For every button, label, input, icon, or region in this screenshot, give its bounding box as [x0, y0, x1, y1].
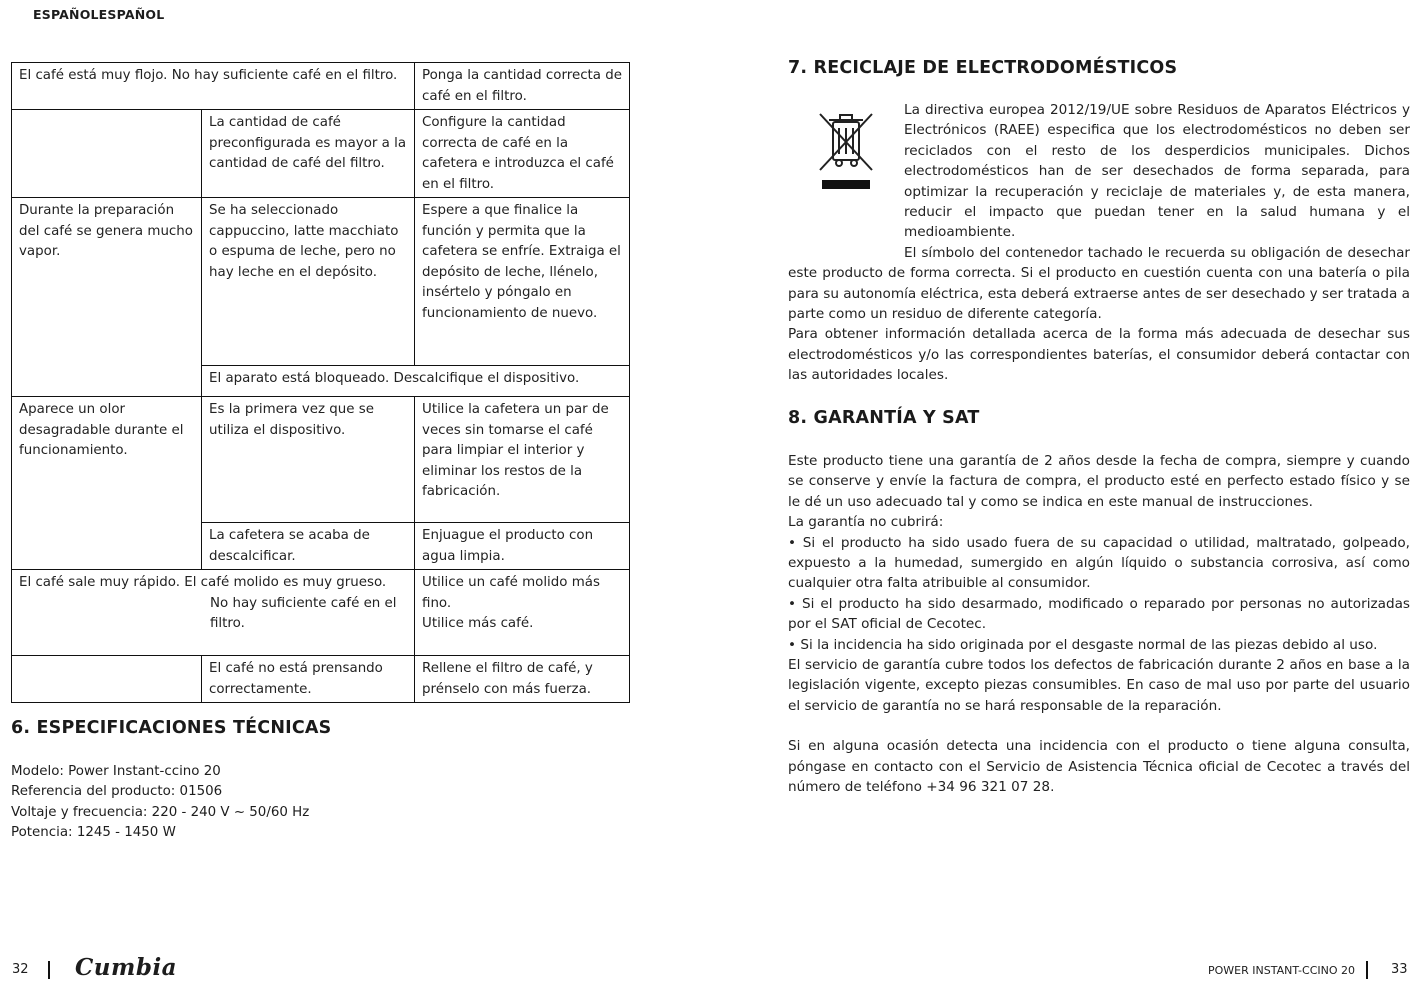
solution-cell: Configure la cantidad correcta de café en la cafetera e introduzca el café en el filtro. [415, 110, 630, 198]
problem-cell: Aparece un olor desagradable durante el funcionamiento. [12, 397, 202, 570]
table-cell [12, 63, 415, 110]
page-number-left: 32 [12, 962, 29, 977]
recycling-paragraph: Para obtener información detallada acerca de la forma más adecuada de desechar sus electrodomésticos y/o las correspondientes baterías, el consumidor deberá contactar con las autoridades locales. [788, 326, 1410, 384]
solution-cell [415, 570, 630, 656]
problem-text: El café está muy flojo. [19, 68, 168, 83]
cause-cell: La cafetera se acaba de descalcificar. [202, 523, 415, 570]
solution-text: Descalcifique el dispositivo. [393, 371, 580, 386]
cause-cell: La cantidad de café preconfigurada es mayor a la cantidad de café del filtro. [202, 110, 415, 198]
spec-line: Referencia del producto: 01506 [11, 784, 223, 800]
troubleshooting-table [11, 62, 630, 703]
warranty-title: 8. GARANTÍA Y SAT [788, 408, 980, 428]
warranty-paragraph: Este producto tiene una garantía de 2 años desde la fecha de compra, siempre y cuando se conserve y envíe la factura de compra, el producto esté en perfecto estado físico y se le dé un uso adecuado tal y como se indica en este manual de instrucciones. [788, 453, 1410, 510]
spec-line: Modelo: Power Instant-ccino 20 [11, 764, 221, 779]
solution-cell: Utilice la cafetera un par de veces sin tomarse el café para limpiar el interior y eliminar los restos de la fabricación. [415, 397, 630, 523]
specs-title: 6. ESPECIFICACIONES TÉCNICAS [11, 718, 332, 738]
page-number-right: 33 [1391, 962, 1408, 977]
table-row [12, 570, 630, 656]
warranty-bullet: • Si el producto ha sido desarmado, modificado o reparado por personas no autorizadas por el SAT oficial de Cecotec. [788, 595, 1410, 633]
table-row [12, 397, 630, 523]
problem-cell: Durante la preparación del café se genera mucho vapor. [12, 198, 202, 397]
solution-cell: Ponga la cantidad correcta de café en el filtro. [415, 63, 630, 110]
warranty-bullet: • Si el producto ha sido usado fuera de su capacidad o utilidad, maltratado, golpeado, expuesto a la humedad, sumergido en algún líquido o substancia corrosiva, así como cualquier otra falta atribuible al consumidor. [788, 534, 1410, 592]
solution-cell: Enjuague el producto con agua limpia. [415, 523, 630, 570]
cause-cell: Se ha seleccionado cappuccino, latte macchiato o espuma de leche, pero no hay leche en el depósito. [202, 198, 415, 366]
warranty-paragraph: Si en alguna ocasión detecta una incidencia con el producto o tiene alguna consulta, póngase en contacto con el Servicio de Asistencia Técnica oficial de Cecotec a través del número de teléfono +34 96 321 07 28. [788, 738, 1410, 796]
problem-cell [12, 656, 202, 703]
cause-cell: Es la primera vez que se utiliza el dispositivo. [202, 397, 415, 523]
table-cell [12, 570, 415, 656]
spec-line: Voltaje y frecuencia: 220 - 240 V ~ 50/60 Hz [11, 804, 310, 820]
problem-text: El café sale muy rápido. [19, 575, 180, 590]
recycling-text [788, 100, 1410, 386]
cause-text: El café molido es muy grueso. [184, 575, 387, 590]
footer-divider [48, 961, 50, 979]
page-header: ESPAÑOLESPAÑOL [33, 7, 165, 22]
cause-text: El aparato está bloqueado. [209, 371, 390, 386]
warranty-bullet: • Si la incidencia ha sido originada por el desgaste normal de las piezas debido al uso. [788, 636, 1378, 653]
cause-text-2: No hay suficiente café en el filtro. [210, 595, 397, 631]
table-row [12, 63, 630, 110]
warranty-paragraph: El servicio de garantía cubre todos los defectos de fabricación durante 2 años en base a la legislación vigente, excepto piezas consumibles. En caso de mal uso por parte del usuario el servicio de garantía no se hará responsable de la reparación. [788, 657, 1410, 714]
footer-divider [1366, 961, 1368, 979]
warranty-text [788, 451, 1410, 798]
table-cell [202, 366, 630, 397]
solution-text: Utilice un café molido más fino. [422, 575, 600, 611]
product-name: POWER INSTANT-CCINO 20 [1208, 964, 1355, 977]
cause-cell: El café no está prensando correctamente. [202, 656, 415, 703]
recycling-title: 7. RECICLAJE DE ELECTRODOMÉSTICOS [788, 58, 1178, 78]
recycling-paragraph: La directiva europea 2012/19/UE sobre Residuos de Aparatos Eléctricos y Electrónicos (RAEE) especifica que los electrodomésticos no deben ser reciclados con el resto de los desperdicios municipales. Dichos electrodomésticos han de ser desechados de forma separada, para optimizar la recuperación y reciclaje de materiales y, de esta manera, reducir el impacto que puedan tener en la salud humana y el medioambiente. [904, 102, 1410, 241]
table-row [12, 198, 630, 366]
brand-logo: Cumbia [75, 954, 178, 981]
solution-cell: Espere a que finalice la función y permita que la cafetera se enfríe. Extraiga el depósito de leche, llénelo, insértelo y póngalo en funcionamiento de nuevo. [415, 198, 630, 366]
problem-cell [12, 110, 202, 198]
warranty-paragraph: La garantía no cubrirá: [788, 514, 944, 531]
spec-line: Potencia: 1245 - 1450 W [11, 825, 176, 841]
solution-text-2: Utilice más café. [422, 616, 534, 631]
cause-text: No hay suficiente café en el filtro. [171, 68, 398, 83]
recycling-paragraph: El símbolo del contenedor tachado le recuerda su obligación de desechar este producto de forma correcta. Si el producto en cuestión cuenta con una batería o pila para su autonomía eléctrica, esta deberá extraerse antes de ser desechado y ser tratada a parte como un residuo de diferente categoría. [788, 244, 1410, 323]
table-row [12, 110, 630, 198]
solution-cell: Rellene el filtro de café, y prénselo con más fuerza. [415, 656, 630, 703]
specs-list [11, 762, 309, 844]
table-row [12, 656, 630, 703]
